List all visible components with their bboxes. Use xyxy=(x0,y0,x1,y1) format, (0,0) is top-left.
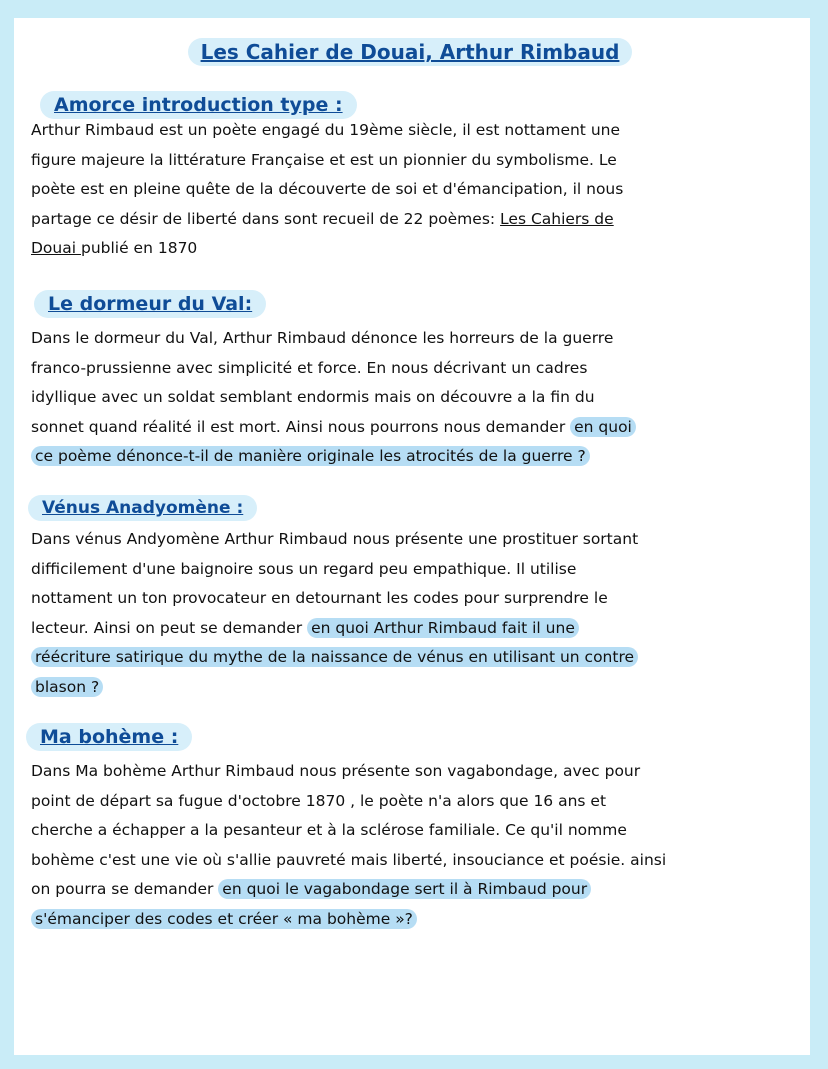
section-heading-dormeur: Le dormeur du Val: xyxy=(34,290,266,318)
text-line: bohème c'est une vie où s'allie pauvreté mais liberté, insouciance et poésie. ainsi xyxy=(31,850,667,869)
text-line: Arthur Rimbaud est un poète engagé du 19ème siècle, il est nottament une xyxy=(31,121,620,139)
page-frame-right xyxy=(810,0,828,1069)
section-heading-intro: Amorce introduction type : xyxy=(40,91,357,119)
text-fragment: sonnet quand réalité il est mort. Ainsi nous pourrons nous demander xyxy=(31,417,571,436)
text-line: idyllique avec un soldat semblant endormis mais on découvre a la fin du xyxy=(31,388,595,407)
text-line xyxy=(31,643,638,673)
page-title: Les Cahier de Douai, Arthur Rimbaud xyxy=(188,38,632,66)
highlighted-question: en quoi Arthur Rimbaud fait il une xyxy=(307,618,579,638)
text-line xyxy=(31,442,636,472)
text-line: Dans le dormeur du Val, Arthur Rimbaud dénonce les horreurs de la guerre xyxy=(31,329,614,347)
highlighted-question: en quoi xyxy=(570,417,636,437)
text-fragment: lecteur. Ainsi on peut se demander xyxy=(31,618,308,637)
text-line xyxy=(31,234,623,264)
page-frame-left xyxy=(0,0,14,1069)
section-text-dormeur xyxy=(31,324,636,472)
section-text-venus xyxy=(31,525,638,703)
page-frame-bottom xyxy=(0,1055,828,1069)
book-title-underlined: Les Cahiers de xyxy=(500,209,614,228)
text-line xyxy=(31,905,666,935)
text-line xyxy=(31,614,638,644)
section-heading-venus: Vénus Anadyomène : xyxy=(28,495,257,521)
text-fragment: on pourra se demander xyxy=(31,880,219,899)
text-line: franco-prussienne avec simplicité et force. En nous décrivant un cadres xyxy=(31,358,588,377)
highlighted-question: blason ? xyxy=(31,677,103,697)
highlighted-question: réécriture satirique du mythe de la naissance de vénus en utilisant un contre xyxy=(31,647,638,667)
text-line xyxy=(31,875,666,905)
text-line: nottament un ton provocateur en detournant les codes pour surprendre le xyxy=(31,589,608,608)
highlighted-question: s'émanciper des codes et créer « ma bohème »? xyxy=(31,909,417,929)
text-line xyxy=(31,205,623,235)
text-line: poète est en pleine quête de la découverte de soi et d'émancipation, il nous xyxy=(31,180,624,199)
text-line xyxy=(31,673,638,703)
page-frame-top xyxy=(0,0,828,18)
text-line: Dans vénus Andyomène Arthur Rimbaud nous présente une prostituer sortant xyxy=(31,530,639,548)
text-line xyxy=(31,413,636,443)
highlighted-question: ce poème dénonce-t-il de manière originale les atrocités de la guerre ? xyxy=(31,446,590,466)
text-line: difficilement d'une baignoire sous un regard peu empathique. Il utilise xyxy=(31,559,577,578)
text-line: figure majeure la littérature Française et est un pionnier du symbolisme. Le xyxy=(31,150,617,169)
highlighted-question: en quoi le vagabondage sert il à Rimbaud pour xyxy=(218,879,591,899)
section-text-boheme xyxy=(31,757,666,935)
text-line: cherche a échapper a la pesanteur et à la sclérose familiale. Ce qu'il nomme xyxy=(31,821,627,840)
section-text-intro xyxy=(31,116,623,264)
text-fragment: publié en 1870 xyxy=(80,239,198,258)
book-title-underlined: Douai xyxy=(31,239,81,258)
section-heading-boheme: Ma bohème : xyxy=(26,723,192,751)
text-fragment: partage ce désir de liberté dans sont recueil de 22 poèmes: xyxy=(31,209,501,228)
text-line: point de départ sa fugue d'octobre 1870 , le poète n'a alors que 16 ans et xyxy=(31,791,607,810)
text-line: Dans Ma bohème Arthur Rimbaud nous présente son vagabondage, avec pour xyxy=(31,762,641,780)
